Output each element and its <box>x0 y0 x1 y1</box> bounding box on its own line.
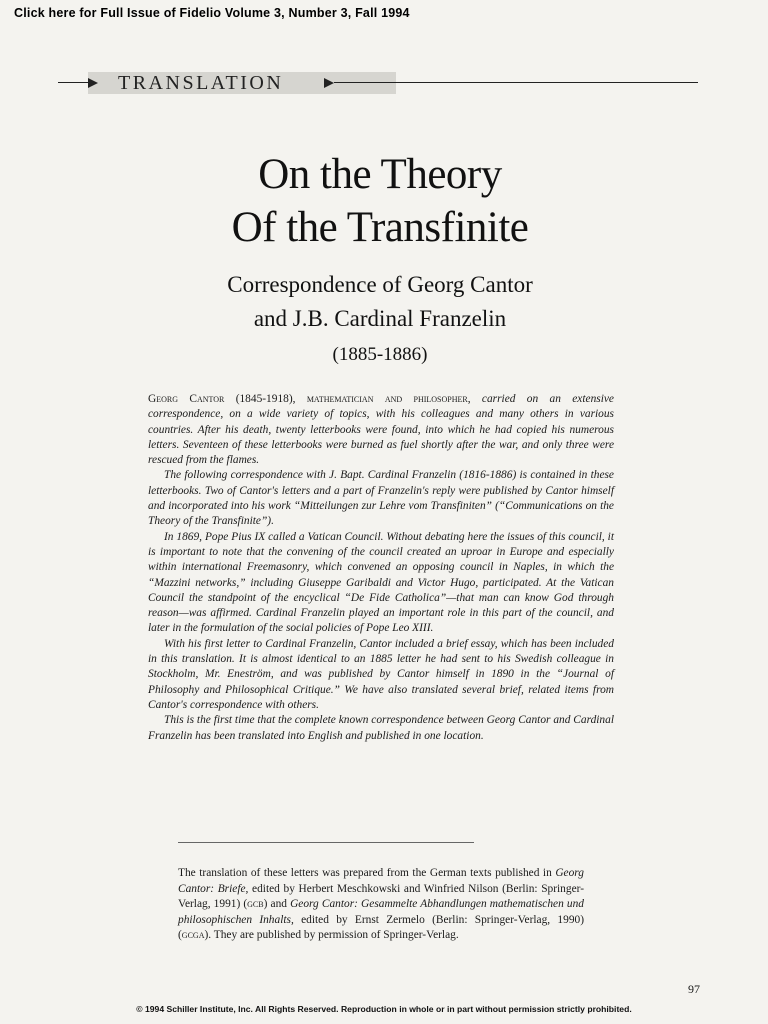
intro-paragraph-text: carried on an extensive correspondence, on a wide variety of topics, with his colleagues and many others in various countries. After his death, twenty letterbooks were found, into which he had copied his numerous letters. Seventeen of these letterbooks were burned as fuel shortly after the war, and only three were rescued from the flames. <box>148 393 614 467</box>
note-text: The translation of these letters was prepared from the German texts published in <box>178 867 556 879</box>
subtitle-line-2: and J.B. Cardinal Franzelin <box>253 306 507 331</box>
subtitle-line-1: Correspondence of Georg Cantor <box>227 272 533 297</box>
section-header <box>58 72 698 94</box>
translation-note <box>178 866 584 944</box>
arrow-right-icon <box>324 78 334 88</box>
intro-text <box>148 392 614 744</box>
note-text: ) and <box>263 898 291 911</box>
intro-paragraph <box>148 392 614 468</box>
article-subtitle <box>100 268 660 336</box>
intro-paragraph: In 1869, Pope Pius IX called a Vatican Council. Without debating here the issues of this council, it is important to note that the convening of the council created an uproar in Europe and especially within international Freemasonry, which convened an opposing council in Naples, in which the “Mazzini networks,” including Giuseppe Garibaldi and Victor Hugo, participated. At the Vatican Council the standpoint of the encyclical “De Fide Catholica”—that man can know God through reason—was affirmed. Cardinal Franzelin played an important role in this part of the council, and later in the formulation of the social policies of Pope Leo XIII. <box>148 530 614 635</box>
arrow-right-icon <box>88 78 98 88</box>
note-abbrev-gcga: gcga <box>181 929 205 942</box>
note-abbrev-gcb: gcb <box>247 898 264 911</box>
intro-lead: Georg Cantor (1845-1918), mathematician and philosopher, <box>148 393 471 405</box>
intro-paragraph: With his first letter to Cardinal Franzelin, Cantor included a brief essay, which has been included in this translation. It is almost identical to an 1885 letter he had sent to his Swedish colleague in Stockholm, Mr. Eneström, and was published by Cantor himself in 1890 in the “Journal of Philosophy and Philosophical Critique.” We have also translated several brief, related items from Cantor's correspondence with others. <box>148 637 614 711</box>
intro-paragraph: This is the first time that the complete known correspondence between Georg Cantor and Cardinal Franzelin has been translated into English and published in one location. <box>148 714 614 742</box>
article-title <box>100 148 660 254</box>
section-rule-left <box>58 82 88 83</box>
note-text: edited by Ernst Zermelo (Berlin: Springer-Verlag, 1990) ( <box>178 913 584 942</box>
note-text: edited by Herbert Meschkowski and Winfried Nilson (Berlin: Springer-Verlag, 1991) ( <box>178 882 584 911</box>
note-divider <box>178 842 474 843</box>
note-title-abhandlungen: Georg Cantor: Gesammelte Abhandlungen mathematischen und philosophischen Inhalts, <box>178 898 584 926</box>
intro-paragraph: The following correspondence with J. Bapt. Cardinal Franzelin (1816-1886) is contained in these letterbooks. Two of Cantor's letters and a part of Franzelin's reply were published by Cantor himself and incorporated into his work “Mitteilungen zur Lehre vom Transfiniten” (“Communications on the Theory of the Transfinite”). <box>148 469 614 528</box>
section-label: TRANSLATION <box>118 72 284 94</box>
note-text: ). They are published by permission of Springer-Verlag. <box>204 929 459 942</box>
title-line-1: On the Theory <box>258 151 502 198</box>
full-issue-link[interactable]: Click here for Full Issue of Fidelio Volume 3, Number 3, Fall 1994 <box>14 6 410 20</box>
title-line-2: Of the Transfinite <box>231 204 529 251</box>
article-dates: (1885-1886) <box>332 344 428 365</box>
note-title-briefe: Georg Cantor: Briefe, <box>178 867 584 895</box>
section-rule-right <box>334 82 698 83</box>
copyright-footer: © 1994 Schiller Institute, Inc. All Rights Reserved. Reproduction in whole or in part without permission strictly prohibited. <box>136 1004 632 1014</box>
page-number: 97 <box>688 982 700 996</box>
